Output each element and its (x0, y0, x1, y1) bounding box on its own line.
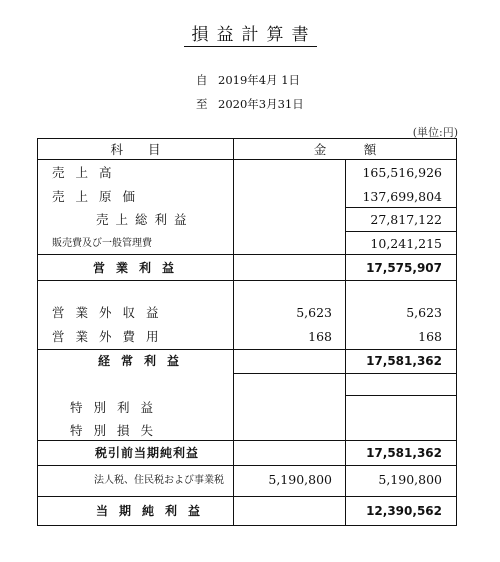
row-label-tokijun: 当期純利益 (96, 504, 212, 518)
row-total-genka: 137,699,804 (362, 189, 442, 204)
row-sub-eigyogai-hiyo: 168 (308, 329, 332, 344)
row-total-keijo: 17,581,362 (366, 354, 442, 368)
header-amount: 金 額 (313, 142, 377, 157)
row-label-tokubetsu-rieki: 特別利益 (70, 400, 165, 415)
statement-title: 損益計算書 (0, 20, 500, 45)
row-total-sourieki: 27,817,122 (370, 212, 442, 227)
row-total-eigyo: 17,575,907 (366, 261, 442, 275)
row-sub-eigyogai-shueki: 5,623 (296, 305, 332, 320)
row-total-tokijun: 12,390,562 (366, 504, 442, 518)
header-divider (38, 159, 456, 160)
row-total-uriage: 165,516,926 (362, 165, 442, 180)
row-line (38, 496, 456, 497)
row-label-sourieki: 売上総利益 (96, 212, 194, 227)
row-line (233, 373, 456, 374)
row-total-zeibikimae: 17,581,362 (366, 446, 442, 460)
header-item: 科 目 (110, 142, 161, 157)
row-label-zeibikimae: 税引前当期純利益 (95, 446, 200, 460)
row-total-eigyogai-shueki: 5,623 (406, 305, 442, 320)
row-line (345, 231, 456, 232)
column-divider (345, 159, 346, 525)
row-label-eigyogai-shueki: 営業外収益 (52, 305, 170, 320)
period-to: 至 2020年3月31日 (196, 97, 304, 111)
row-total-hojinzei: 5,190,800 (378, 472, 442, 487)
row-line (345, 207, 456, 208)
row-label-uriage: 売上高 (52, 165, 123, 180)
income-statement-table (37, 138, 457, 526)
row-sub-hojinzei: 5,190,800 (268, 472, 332, 487)
row-line (38, 349, 456, 350)
row-total-eigyogai-hiyo: 168 (418, 329, 442, 344)
row-total-hanbaihi: 10,241,215 (370, 236, 442, 251)
row-label-hojinzei: 法人税、住民税および事業税 (94, 475, 224, 486)
row-line (38, 465, 456, 466)
row-label-tokubetsu-sonshitsu: 特別損失 (70, 423, 165, 438)
row-label-keijo: 経常利益 (98, 354, 191, 368)
row-label-genka: 売上原価 (52, 189, 147, 204)
row-label-hanbaihi: 販売費及び一般管理費 (52, 238, 152, 249)
period-from: 自 2019年4月 1日 (196, 73, 301, 87)
row-label-eigyogai-hiyo: 営業外費用 (52, 329, 170, 344)
row-line (38, 440, 456, 441)
row-line (38, 254, 456, 255)
row-line (345, 395, 456, 396)
row-line (38, 280, 456, 281)
row-label-eigyo: 営業利益 (93, 261, 186, 275)
unit-label: (単位:円) (412, 126, 458, 139)
column-divider (233, 139, 234, 525)
